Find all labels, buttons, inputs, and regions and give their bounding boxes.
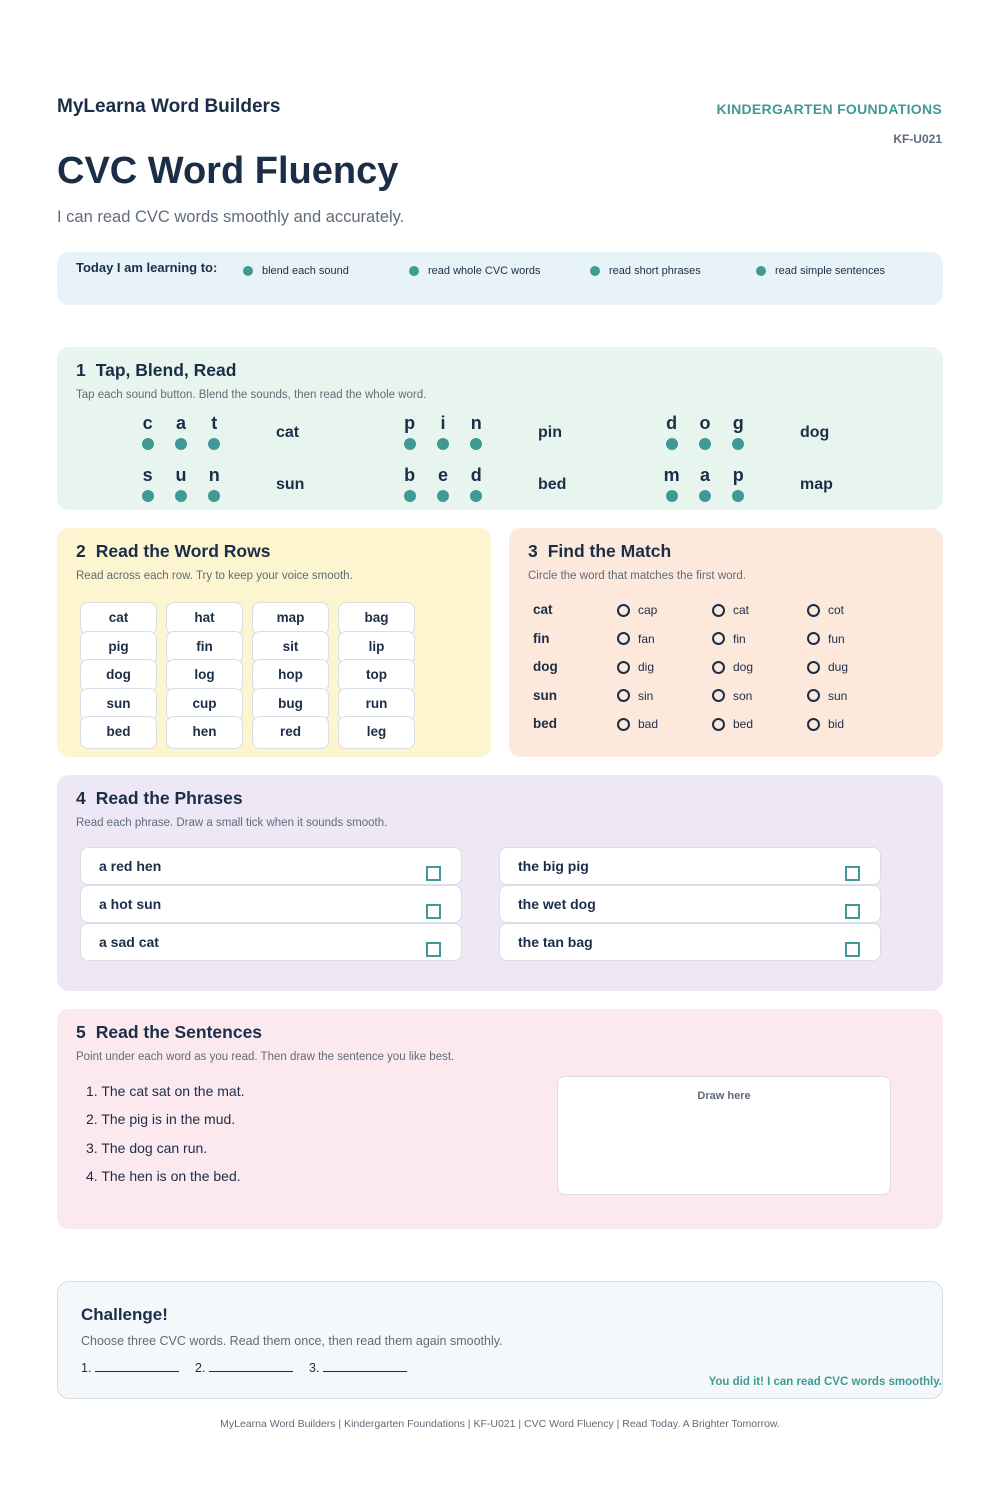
- sound-dot-icon[interactable]: [142, 490, 154, 502]
- letter-text: a: [699, 465, 710, 485]
- goal-item: read short phrases: [590, 265, 701, 277]
- blended-word: map: [800, 476, 833, 493]
- match-option[interactable]: [712, 717, 753, 731]
- word-cell: cat: [80, 602, 157, 635]
- letter-text: c: [142, 413, 153, 433]
- word-cell: hat: [166, 602, 243, 635]
- radio-circle-icon[interactable]: [712, 604, 725, 617]
- bullet-icon: [756, 266, 766, 276]
- section-word-rows: [57, 528, 491, 757]
- match-option[interactable]: [617, 632, 655, 646]
- sound-letter[interactable]: [722, 465, 755, 502]
- word-cell: run: [338, 688, 415, 721]
- drawing-area[interactable]: [557, 1076, 891, 1195]
- section-instruction: Point under each word as you read. Then draw the sentence you like best.: [76, 1051, 455, 1063]
- sound-letter[interactable]: [655, 413, 688, 450]
- match-option[interactable]: [617, 689, 653, 703]
- option-label: cap: [638, 603, 658, 617]
- word-cell: sun: [80, 688, 157, 721]
- blended-word: sun: [276, 476, 305, 493]
- match-option[interactable]: [712, 632, 746, 646]
- goals-label: Today I am learning to:: [76, 260, 218, 275]
- letter-text: u: [175, 465, 187, 485]
- match-option[interactable]: [807, 717, 844, 731]
- option-label: bad: [638, 717, 659, 731]
- radio-circle-icon[interactable]: [712, 689, 725, 702]
- match-row: [509, 688, 943, 708]
- sound-buttons: [393, 413, 493, 450]
- match-row: [509, 659, 943, 679]
- letter-text: t: [211, 413, 218, 433]
- blended-word: dog: [800, 424, 830, 441]
- sound-dot-icon[interactable]: [699, 490, 711, 502]
- phrase-text: a red hen: [99, 858, 162, 874]
- sentence: 3. The dog can run.: [86, 1140, 208, 1156]
- bullet-icon: [590, 266, 600, 276]
- letter-text: o: [699, 413, 711, 433]
- radio-circle-icon[interactable]: [807, 604, 820, 617]
- radio-circle-icon[interactable]: [617, 718, 630, 731]
- page-title: CVC Word Fluency: [57, 150, 399, 192]
- sound-letter[interactable]: [460, 465, 493, 502]
- letter-text: n: [208, 465, 220, 485]
- sentence: 2. The pig is in the mud.: [86, 1111, 236, 1127]
- sound-buttons: [131, 465, 231, 502]
- challenge-box: [57, 1281, 943, 1399]
- radio-circle-icon[interactable]: [807, 718, 820, 731]
- match-option[interactable]: [712, 660, 753, 674]
- match-option[interactable]: [617, 660, 654, 674]
- word-cell: lip: [338, 631, 415, 664]
- word-cell: hen: [166, 716, 243, 749]
- blended-word: cat: [276, 424, 300, 441]
- sound-letter[interactable]: [164, 465, 197, 502]
- section-instruction: Read each phrase. Draw a small tick when it sounds smooth.: [76, 817, 388, 829]
- letter-text: g: [732, 413, 744, 433]
- sound-dot-icon[interactable]: [142, 438, 154, 450]
- radio-circle-icon[interactable]: [807, 632, 820, 645]
- option-label: sin: [638, 688, 654, 703]
- bullet-icon: [409, 266, 419, 276]
- word-cell: pig: [80, 631, 157, 664]
- tick-checkbox[interactable]: [426, 866, 441, 881]
- word-cell: log: [166, 659, 243, 692]
- tick-checkbox[interactable]: [845, 904, 860, 919]
- radio-circle-icon[interactable]: [712, 718, 725, 731]
- sound-buttons: [393, 465, 493, 502]
- word-cell: bag: [338, 602, 415, 635]
- section-heading: 1 Tap, Blend, Read: [76, 360, 237, 380]
- sound-letter[interactable]: [131, 413, 164, 450]
- letter-text: p: [404, 413, 416, 433]
- phrase-text: the tan bag: [518, 934, 593, 950]
- radio-circle-icon[interactable]: [807, 661, 820, 674]
- phrase-row: [499, 885, 881, 923]
- sound-dot-icon[interactable]: [175, 438, 187, 450]
- option-label: dog: [733, 660, 754, 674]
- letter-text: e: [437, 465, 448, 485]
- radio-circle-icon[interactable]: [617, 632, 630, 645]
- word-cell: fin: [166, 631, 243, 664]
- challenge-instruction: Choose three CVC words. Read them once, then read them again smoothly.: [81, 1334, 503, 1348]
- section-heading: 5 Read the Sentences: [76, 1022, 263, 1042]
- sound-dot-icon[interactable]: [699, 438, 711, 450]
- section-sentences: [57, 1009, 943, 1229]
- option-label: dig: [638, 660, 655, 674]
- brand-name: MyLearna Word Builders: [57, 96, 281, 117]
- letter-text: b: [404, 465, 416, 485]
- sentence: 4. The hen is on the bed.: [86, 1168, 241, 1184]
- option-label: fan: [638, 631, 655, 646]
- drawing-label: Draw here: [697, 1090, 751, 1102]
- word-cell: bug: [252, 688, 329, 721]
- match-option[interactable]: [712, 689, 752, 703]
- answer-blank[interactable]: 2.: [195, 1360, 293, 1375]
- phrase-row: [80, 885, 462, 923]
- word-cell: sit: [252, 631, 329, 664]
- match-option[interactable]: [807, 632, 845, 646]
- match-row: [509, 602, 943, 622]
- sound-letter[interactable]: [131, 465, 164, 502]
- word-cell: red: [252, 716, 329, 749]
- option-label: fin: [733, 631, 746, 646]
- word-cell: top: [338, 659, 415, 692]
- sound-dot-icon[interactable]: [732, 438, 744, 450]
- sound-buttons: [655, 413, 755, 450]
- option-label: bed: [733, 717, 754, 731]
- sound-buttons: [131, 413, 231, 450]
- sound-letter[interactable]: [655, 465, 688, 502]
- match-option[interactable]: [617, 603, 657, 617]
- tick-checkbox[interactable]: [845, 866, 860, 881]
- completion-message: You did it! I can read CVC words smoothly.: [708, 1376, 942, 1388]
- option-label: dug: [828, 660, 849, 674]
- word-cell: bed: [80, 716, 157, 749]
- section-instruction: Tap each sound button. Blend the sounds, then read the whole word.: [76, 389, 427, 401]
- phrase-row: [499, 923, 881, 961]
- radio-circle-icon[interactable]: [617, 689, 630, 702]
- sound-dot-icon[interactable]: [404, 438, 416, 450]
- letter-text: n: [470, 413, 482, 433]
- section-find-match: [509, 528, 943, 757]
- option-label: cot: [828, 603, 845, 617]
- radio-circle-icon[interactable]: [617, 604, 630, 617]
- sound-buttons: [655, 465, 755, 502]
- letter-text: s: [142, 465, 153, 485]
- option-label: cat: [733, 603, 750, 617]
- phrase-text: a hot sun: [99, 896, 162, 912]
- letter-text: p: [732, 465, 744, 485]
- sound-dot-icon[interactable]: [175, 490, 187, 502]
- target-word: cat: [533, 602, 553, 617]
- phrase-row: [499, 847, 881, 885]
- target-word: fin: [533, 630, 550, 646]
- sound-letter[interactable]: [722, 413, 755, 450]
- letter-text: i: [440, 413, 446, 433]
- phrase-row: [80, 847, 462, 885]
- option-label: son: [733, 688, 753, 703]
- section-instruction: Circle the word that matches the first word.: [528, 570, 746, 582]
- phrase-text: the wet dog: [518, 896, 596, 912]
- sound-letter[interactable]: [198, 413, 231, 450]
- option-label: sun: [828, 688, 848, 703]
- sound-dot-icon[interactable]: [470, 490, 482, 502]
- sound-dot-icon[interactable]: [666, 438, 678, 450]
- sound-letter[interactable]: [688, 413, 721, 450]
- word-cell: cup: [166, 688, 243, 721]
- phrase-text: the big pig: [518, 858, 589, 874]
- section-phrases: [57, 775, 943, 991]
- goal-item: read whole CVC words: [409, 265, 541, 277]
- phrase-text: a sad cat: [99, 934, 159, 950]
- section-heading: 3 Find the Match: [528, 541, 672, 561]
- section-heading: 4 Read the Phrases: [76, 788, 243, 808]
- sound-dot-icon[interactable]: [732, 490, 744, 502]
- match-option[interactable]: [807, 689, 847, 703]
- target-word: sun: [533, 687, 558, 703]
- match-option[interactable]: [712, 603, 749, 617]
- sound-dot-icon[interactable]: [208, 490, 220, 502]
- blended-word: bed: [538, 476, 567, 493]
- answer-blank[interactable]: 3.: [309, 1360, 407, 1375]
- unit-code: KF-U021: [893, 132, 942, 146]
- sound-letter[interactable]: [393, 413, 426, 450]
- sound-letter[interactable]: [198, 465, 231, 502]
- letter-text: d: [470, 465, 482, 485]
- grade-level: KINDERGARTEN FOUNDATIONS: [716, 101, 942, 117]
- sound-letter[interactable]: [164, 413, 197, 450]
- sound-letter[interactable]: [426, 413, 459, 450]
- sound-dot-icon[interactable]: [666, 490, 678, 502]
- sound-dot-icon[interactable]: [404, 490, 416, 502]
- learning-goals: [57, 252, 943, 305]
- sound-dot-icon[interactable]: [437, 490, 449, 502]
- section-tap-blend-read: [57, 347, 943, 510]
- match-option[interactable]: [617, 717, 658, 731]
- radio-circle-icon[interactable]: [712, 661, 725, 674]
- goal-item: blend each sound: [243, 265, 349, 277]
- word-cell: leg: [338, 716, 415, 749]
- match-option[interactable]: [807, 603, 844, 617]
- word-cell: hop: [252, 659, 329, 692]
- tick-checkbox[interactable]: [426, 942, 441, 957]
- tick-checkbox[interactable]: [426, 904, 441, 919]
- radio-circle-icon[interactable]: [807, 689, 820, 702]
- sentence: 1. The cat sat on the mat.: [86, 1083, 245, 1099]
- letter-text: d: [666, 413, 678, 433]
- sound-letter[interactable]: [426, 465, 459, 502]
- challenge-title: Challenge!: [81, 1305, 168, 1324]
- radio-circle-icon[interactable]: [712, 632, 725, 645]
- sound-dot-icon[interactable]: [208, 438, 220, 450]
- sound-letter[interactable]: [393, 465, 426, 502]
- word-cell: dog: [80, 659, 157, 692]
- letter-text: m: [663, 465, 680, 485]
- sound-letter[interactable]: [460, 413, 493, 450]
- sound-dot-icon[interactable]: [437, 438, 449, 450]
- option-label: bid: [828, 717, 845, 731]
- phrase-row: [80, 923, 462, 961]
- section-heading: 2 Read the Word Rows: [76, 541, 271, 561]
- radio-circle-icon[interactable]: [617, 661, 630, 674]
- sound-dot-icon[interactable]: [470, 438, 482, 450]
- page-footer: MyLearna Word Builders | Kindergarten Foundations | KF-U021 | CVC Word Fluency | Read Today. A Brighter Tomorrow.: [220, 1418, 780, 1430]
- target-word: bed: [533, 716, 558, 731]
- bullet-icon: [243, 266, 253, 276]
- sound-letter[interactable]: [688, 465, 721, 502]
- page-subtitle: I can read CVC words smoothly and accurately.: [57, 208, 405, 226]
- target-word: dog: [533, 659, 558, 674]
- tick-checkbox[interactable]: [845, 942, 860, 957]
- answer-blank[interactable]: 1.: [81, 1360, 179, 1375]
- match-option[interactable]: [807, 660, 848, 674]
- letter-text: a: [175, 413, 186, 433]
- word-cell: map: [252, 602, 329, 635]
- goal-item: read simple sentences: [756, 265, 885, 277]
- section-instruction: Read across each row. Try to keep your voice smooth.: [76, 570, 353, 582]
- match-row: [509, 631, 943, 651]
- match-row: [509, 716, 943, 736]
- blended-word: pin: [538, 424, 562, 441]
- option-label: fun: [828, 631, 845, 646]
